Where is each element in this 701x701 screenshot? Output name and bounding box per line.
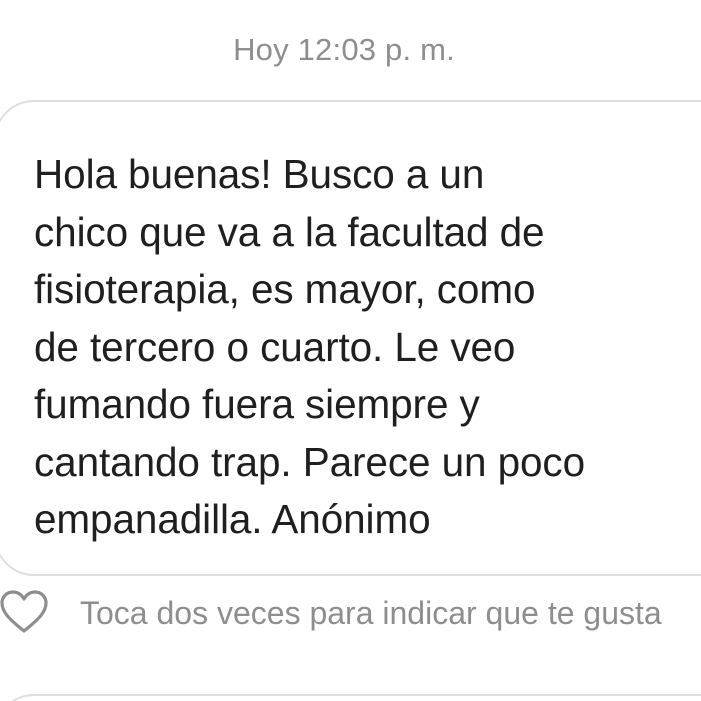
like-row xyxy=(0,585,701,645)
next-message-bubble[interactable] xyxy=(0,694,701,701)
message-text: Hola buenas! Busco a un chico que va a la facultad de fisioterapia, es mayor, como de tercero o cuarto. Le veo fumando fuera siempre y cantando trap. Parece un poco empanadilla. Anónimo xyxy=(34,151,585,542)
double-tap-like-hint: Toca dos veces para indicar que te gusta xyxy=(80,595,662,631)
message-timestamp: Hoy 12:03 p. m. xyxy=(233,32,455,67)
heart-outline-icon[interactable] xyxy=(0,589,49,635)
